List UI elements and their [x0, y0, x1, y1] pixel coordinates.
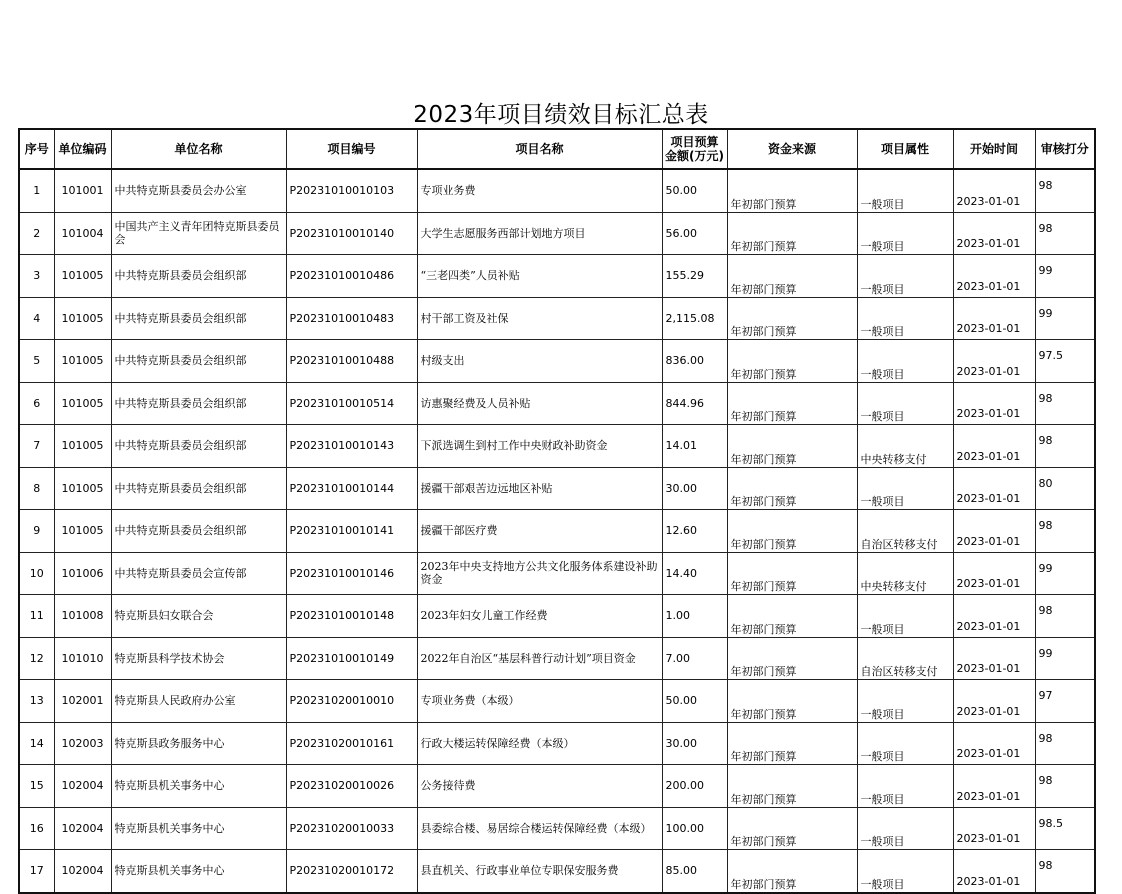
cell-fund-source: 年初部门预算 — [727, 467, 857, 510]
cell-budget: 100.00 — [662, 807, 727, 850]
cell-score: 98 — [1035, 850, 1095, 893]
header-start-date: 开始时间 — [953, 129, 1035, 169]
cell-unit-code: 102004 — [54, 850, 111, 893]
cell-seq: 1 — [19, 169, 54, 212]
document-title: 2023年项目绩效目标汇总表 — [413, 102, 709, 128]
cell-fund-source: 年初部门预算 — [727, 255, 857, 298]
cell-unit-name: 特克斯县科学技术协会 — [111, 637, 286, 680]
cell-unit-code: 101004 — [54, 212, 111, 255]
cell-score: 98 — [1035, 169, 1095, 212]
cell-budget: 30.00 — [662, 467, 727, 510]
header-fund-source: 资金来源 — [727, 129, 857, 169]
cell-project-code: P20231010010144 — [286, 467, 417, 510]
cell-score: 98.5 — [1035, 807, 1095, 850]
cell-project-name: “三老四类”人员补贴 — [417, 255, 662, 298]
cell-fund-source: 年初部门预算 — [727, 340, 857, 383]
cell-unit-name: 中共特克斯县委员会组织部 — [111, 255, 286, 298]
cell-unit-code: 101001 — [54, 169, 111, 212]
cell-project-code: P20231020010010 — [286, 680, 417, 723]
header-project-name: 项目名称 — [417, 129, 662, 169]
cell-start-date: 2023-01-01 — [953, 850, 1035, 893]
table-row — [19, 255, 1095, 298]
header-budget — [662, 129, 727, 169]
cell-fund-source: 年初部门预算 — [727, 680, 857, 723]
cell-fund-source: 年初部门预算 — [727, 425, 857, 468]
cell-start-date: 2023-01-01 — [953, 765, 1035, 808]
cell-project-code: P20231010010486 — [286, 255, 417, 298]
table-row — [19, 425, 1095, 468]
cell-project-name: 行政大楼运转保障经费（本级） — [417, 722, 662, 765]
cell-unit-name: 中共特克斯县委员会宣传部 — [111, 552, 286, 595]
cell-unit-code: 101005 — [54, 255, 111, 298]
table-row — [19, 850, 1095, 893]
cell-project-name: 县直机关、行政事业单位专职保安服务费 — [417, 850, 662, 893]
cell-score: 99 — [1035, 637, 1095, 680]
cell-attribute: 中央转移支付 — [857, 425, 953, 468]
cell-score: 98 — [1035, 722, 1095, 765]
cell-budget: 30.00 — [662, 722, 727, 765]
cell-unit-name: 中共特克斯县委员会组织部 — [111, 467, 286, 510]
cell-seq: 17 — [19, 850, 54, 893]
cell-start-date: 2023-01-01 — [953, 255, 1035, 298]
header-budget-line2: 金额(万元) — [665, 149, 724, 163]
cell-fund-source: 年初部门预算 — [727, 169, 857, 212]
cell-fund-source: 年初部门预算 — [727, 510, 857, 553]
cell-unit-name: 中共特克斯县委员会组织部 — [111, 382, 286, 425]
cell-unit-code: 101005 — [54, 297, 111, 340]
cell-score: 98 — [1035, 382, 1095, 425]
cell-budget: 50.00 — [662, 680, 727, 723]
cell-score: 97.5 — [1035, 340, 1095, 383]
table-row — [19, 680, 1095, 723]
cell-budget: 14.01 — [662, 425, 727, 468]
cell-attribute: 一般项目 — [857, 382, 953, 425]
cell-start-date: 2023-01-01 — [953, 169, 1035, 212]
cell-budget: 12.60 — [662, 510, 727, 553]
cell-budget: 200.00 — [662, 765, 727, 808]
cell-start-date: 2023-01-01 — [953, 722, 1035, 765]
cell-unit-code: 101008 — [54, 595, 111, 638]
cell-unit-code: 102001 — [54, 680, 111, 723]
cell-project-name: 村干部工资及社保 — [417, 297, 662, 340]
cell-score: 98 — [1035, 425, 1095, 468]
cell-fund-source: 年初部门预算 — [727, 212, 857, 255]
cell-attribute: 一般项目 — [857, 680, 953, 723]
cell-project-code: P20231020010026 — [286, 765, 417, 808]
table-row — [19, 807, 1095, 850]
cell-budget: 844.96 — [662, 382, 727, 425]
cell-start-date: 2023-01-01 — [953, 510, 1035, 553]
header-score: 审核打分 — [1035, 129, 1095, 169]
header-attribute: 项目属性 — [857, 129, 953, 169]
cell-project-code: P20231010010140 — [286, 212, 417, 255]
cell-unit-code: 101006 — [54, 552, 111, 595]
table-row — [19, 637, 1095, 680]
cell-score: 80 — [1035, 467, 1095, 510]
cell-unit-name: 特克斯县机关事务中心 — [111, 765, 286, 808]
cell-start-date: 2023-01-01 — [953, 340, 1035, 383]
cell-project-code: P20231010010488 — [286, 340, 417, 383]
cell-project-name: 2022年自治区“基层科普行动计划”项目资金 — [417, 637, 662, 680]
cell-score: 97 — [1035, 680, 1095, 723]
cell-start-date: 2023-01-01 — [953, 382, 1035, 425]
cell-score: 98 — [1035, 595, 1095, 638]
cell-seq: 15 — [19, 765, 54, 808]
cell-project-code: P20231010010148 — [286, 595, 417, 638]
cell-unit-name: 特克斯县人民政府办公室 — [111, 680, 286, 723]
cell-unit-name: 中共特克斯县委员会组织部 — [111, 425, 286, 468]
cell-seq: 14 — [19, 722, 54, 765]
table-row — [19, 169, 1095, 212]
performance-summary-table — [18, 128, 1096, 894]
cell-fund-source: 年初部门预算 — [727, 595, 857, 638]
cell-unit-code: 101005 — [54, 510, 111, 553]
cell-project-name: 县委综合楼、易居综合楼运转保障经费（本级） — [417, 807, 662, 850]
table-body — [19, 169, 1095, 893]
cell-fund-source: 年初部门预算 — [727, 637, 857, 680]
cell-fund-source: 年初部门预算 — [727, 552, 857, 595]
cell-seq: 7 — [19, 425, 54, 468]
cell-fund-source: 年初部门预算 — [727, 382, 857, 425]
cell-seq: 16 — [19, 807, 54, 850]
cell-attribute: 一般项目 — [857, 467, 953, 510]
cell-seq: 12 — [19, 637, 54, 680]
header-row — [19, 129, 1095, 169]
cell-score: 98 — [1035, 212, 1095, 255]
cell-start-date: 2023-01-01 — [953, 212, 1035, 255]
cell-start-date: 2023-01-01 — [953, 595, 1035, 638]
cell-project-name: 2023年中央支持地方公共文化服务体系建设补助资金 — [417, 552, 662, 595]
cell-fund-source: 年初部门预算 — [727, 297, 857, 340]
cell-unit-code: 102004 — [54, 807, 111, 850]
cell-attribute: 一般项目 — [857, 340, 953, 383]
cell-project-code: P20231010010149 — [286, 637, 417, 680]
cell-score: 99 — [1035, 297, 1095, 340]
cell-budget: 50.00 — [662, 169, 727, 212]
cell-unit-name: 特克斯县政务服务中心 — [111, 722, 286, 765]
cell-unit-name: 中共特克斯县委员会办公室 — [111, 169, 286, 212]
cell-project-code: P20231010010141 — [286, 510, 417, 553]
cell-start-date: 2023-01-01 — [953, 680, 1035, 723]
cell-score: 99 — [1035, 552, 1095, 595]
table-row — [19, 765, 1095, 808]
cell-budget: 56.00 — [662, 212, 727, 255]
cell-project-name: 村级支出 — [417, 340, 662, 383]
table-row — [19, 212, 1095, 255]
cell-attribute: 自治区转移支付 — [857, 637, 953, 680]
cell-attribute: 自治区转移支付 — [857, 510, 953, 553]
header-budget-line1: 项目预算 — [670, 135, 719, 149]
cell-start-date: 2023-01-01 — [953, 637, 1035, 680]
cell-attribute: 一般项目 — [857, 807, 953, 850]
table-row — [19, 467, 1095, 510]
cell-attribute: 一般项目 — [857, 255, 953, 298]
table-row — [19, 552, 1095, 595]
cell-project-name: 专项业务费（本级） — [417, 680, 662, 723]
table-row — [19, 510, 1095, 553]
table-row — [19, 382, 1095, 425]
cell-fund-source: 年初部门预算 — [727, 850, 857, 893]
cell-project-name: 专项业务费 — [417, 169, 662, 212]
cell-project-code: P20231020010033 — [286, 807, 417, 850]
cell-start-date: 2023-01-01 — [953, 297, 1035, 340]
cell-seq: 11 — [19, 595, 54, 638]
header-project-code: 项目编号 — [286, 129, 417, 169]
cell-start-date: 2023-01-01 — [953, 467, 1035, 510]
header-unit-code: 单位编码 — [54, 129, 111, 169]
cell-attribute: 一般项目 — [857, 850, 953, 893]
cell-budget: 155.29 — [662, 255, 727, 298]
header-seq: 序号 — [19, 129, 54, 169]
cell-budget: 1.00 — [662, 595, 727, 638]
cell-unit-name: 中共特克斯县委员会组织部 — [111, 297, 286, 340]
cell-seq: 3 — [19, 255, 54, 298]
cell-project-name: 援疆干部医疗费 — [417, 510, 662, 553]
cell-project-name: 大学生志愿服务西部计划地方项目 — [417, 212, 662, 255]
cell-unit-name: 中共特克斯县委员会组织部 — [111, 340, 286, 383]
cell-seq: 2 — [19, 212, 54, 255]
cell-project-code: P20231020010172 — [286, 850, 417, 893]
cell-attribute: 一般项目 — [857, 297, 953, 340]
table-row — [19, 297, 1095, 340]
cell-unit-name: 特克斯县妇女联合会 — [111, 595, 286, 638]
cell-unit-code: 101005 — [54, 467, 111, 510]
cell-project-name: 下派选调生到村工作中央财政补助资金 — [417, 425, 662, 468]
cell-project-code: P20231010010514 — [286, 382, 417, 425]
cell-start-date: 2023-01-01 — [953, 425, 1035, 468]
cell-project-name: 访惠聚经费及人员补贴 — [417, 382, 662, 425]
cell-score: 99 — [1035, 255, 1095, 298]
cell-unit-code: 102003 — [54, 722, 111, 765]
cell-budget: 2,115.08 — [662, 297, 727, 340]
cell-score: 98 — [1035, 765, 1095, 808]
cell-budget: 7.00 — [662, 637, 727, 680]
cell-seq: 13 — [19, 680, 54, 723]
cell-attribute: 中央转移支付 — [857, 552, 953, 595]
table-row — [19, 722, 1095, 765]
table-row — [19, 340, 1095, 383]
cell-unit-name: 特克斯县机关事务中心 — [111, 850, 286, 893]
cell-unit-code: 101005 — [54, 340, 111, 383]
cell-start-date: 2023-01-01 — [953, 807, 1035, 850]
cell-attribute: 一般项目 — [857, 212, 953, 255]
table-row — [19, 595, 1095, 638]
cell-budget: 14.40 — [662, 552, 727, 595]
cell-budget: 85.00 — [662, 850, 727, 893]
cell-project-code: P20231020010161 — [286, 722, 417, 765]
cell-project-name: 援疆干部艰苦边远地区补贴 — [417, 467, 662, 510]
cell-start-date: 2023-01-01 — [953, 552, 1035, 595]
cell-seq: 6 — [19, 382, 54, 425]
cell-budget: 836.00 — [662, 340, 727, 383]
cell-unit-code: 101010 — [54, 637, 111, 680]
cell-score: 98 — [1035, 510, 1095, 553]
cell-fund-source: 年初部门预算 — [727, 722, 857, 765]
cell-seq: 10 — [19, 552, 54, 595]
cell-fund-source: 年初部门预算 — [727, 807, 857, 850]
cell-seq: 4 — [19, 297, 54, 340]
cell-attribute: 一般项目 — [857, 722, 953, 765]
cell-unit-name: 中国共产主义青年团特克斯县委员会 — [111, 212, 286, 255]
cell-unit-code: 101005 — [54, 382, 111, 425]
cell-project-code: P20231010010103 — [286, 169, 417, 212]
cell-seq: 5 — [19, 340, 54, 383]
cell-fund-source: 年初部门预算 — [727, 765, 857, 808]
cell-project-name: 公务接待费 — [417, 765, 662, 808]
cell-project-code: P20231010010146 — [286, 552, 417, 595]
cell-attribute: 一般项目 — [857, 765, 953, 808]
header-unit-name: 单位名称 — [111, 129, 286, 169]
cell-unit-code: 102004 — [54, 765, 111, 808]
cell-unit-code: 101005 — [54, 425, 111, 468]
cell-attribute: 一般项目 — [857, 595, 953, 638]
cell-unit-name: 中共特克斯县委员会组织部 — [111, 510, 286, 553]
cell-project-code: P20231010010483 — [286, 297, 417, 340]
cell-seq: 8 — [19, 467, 54, 510]
cell-project-code: P20231010010143 — [286, 425, 417, 468]
cell-seq: 9 — [19, 510, 54, 553]
cell-attribute: 一般项目 — [857, 169, 953, 212]
cell-project-name: 2023年妇女儿童工作经费 — [417, 595, 662, 638]
cell-unit-name: 特克斯县机关事务中心 — [111, 807, 286, 850]
